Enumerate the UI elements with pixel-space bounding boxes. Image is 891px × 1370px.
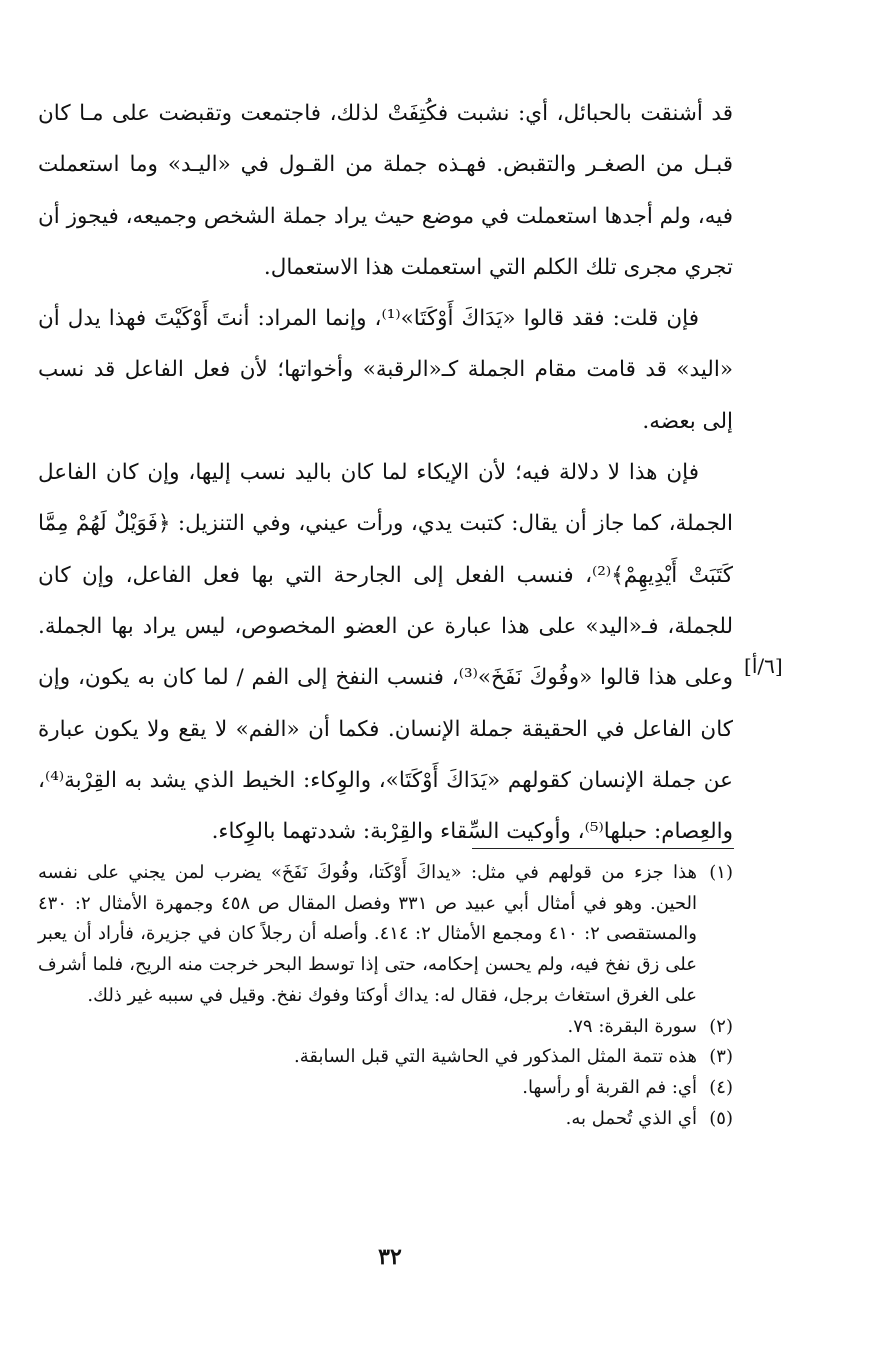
manuscript-folio-marker: [٦/أ] (744, 654, 783, 678)
footnote-text: هذه تتمة المثل المذكور في الحاشية التي قبل السابقة. (294, 1046, 697, 1068)
footnote-number: (٢) (709, 1015, 733, 1037)
footnote-text: أي: فم القربة أو رأسها. (522, 1076, 697, 1098)
footnote-number: (٤) (709, 1076, 733, 1098)
footnote-number: (١) (709, 862, 733, 883)
footnote-text: هذا جزء من قولهم في مثل: «يداكَ أَوْكَتا، وفُوكَ نَفَخَ» يضرب لمن يجني على نفسه الحين. وهو في أمثال أبي عبيد ص ٣٣١ وفصل المقال ص ٤٥٨ وجمهرة الأمثال ٢: ٤٣٠ والمستقصى ٢: ٤١٠ ومجمع الأمثال ٢: ٤١٤. وأصله أن رجلاً كان في جزيرة، فأراد أن يعبر على زق نفخ فيه، ولم يحسن إحكامه، حتى إذا توسط البحر خرجت منه الريح، فلما أشرف على الغرق استغاث برجل، فقال له: يداك أوكتا وفوك نفخ. وقيل في سببه غير ذلك. (38, 862, 698, 1006)
footnote-1 (38, 858, 733, 1012)
footnote-text: أي الذي تُحمل به. (565, 1107, 697, 1129)
footnote-2 (38, 1012, 733, 1043)
paragraph-2: فإن قلت: فقد قالوا «يَدَاكَ أَوْكَتَا»⁽¹⁾، وإنما المراد: أنتَ أَوْكَيْتَ فهذا يدل أن «اليد» قد قامت مقام الجملة كـ«الرقبة» وأخواتها؛ لأن فعل الفاعل قد نسب إلى بعضه. (38, 306, 733, 434)
main-text (38, 88, 733, 857)
paragraph-1: قد أشنقت بالحبائل، أي: نشبت فكُتِفَتْ لذلك، فاجتمعت وتقبضت على مـا كان قبـل من الصغـر والتقبض. فهـذه جملة من القـول في «اليـد» وما استعملت فيه، ولم أجدها استعملت في موضع حيث يراد جملة الشخص وجميعه، فيجوز أن تجري مجرى تلك الكلم التي استعملت هذا الاستعمال. (38, 101, 733, 280)
footnote-5 (38, 1104, 733, 1135)
footnote-4 (38, 1073, 733, 1104)
footnote-text: سورة البقرة: ٧٩. (567, 1015, 697, 1037)
footnote-number: (٣) (709, 1046, 733, 1068)
footnote-divider (472, 848, 734, 849)
footnote-3 (38, 1042, 733, 1073)
paragraph-3: فإن هذا لا دلالة فيه؛ لأن الإيكاء لما كان باليد نسب إليها، وإن كان الفاعل الجملة، كما جاز أن يقال: كتبت يدي، ورأت عيني، وفي التنزيل: ﴿فَوَيْلٌ لَهُمْ مِمَّا كَتَبَتْ أَيْدِيهِمْ﴾⁽²⁾، فنسب الفعل إلى الجارحة التي بها فعل الفاعل، وإن كان للجملة، فـ«اليد» على هذا عبارة عن العضو المخصوص، ليس يراد بها الجملة. وعلى هذا قالوا «وفُوكَ نَفَخَ»⁽³⁾، فنسب النفخ إلى الفم / لما كان به يكون، وإن كان الفاعل في الحقيقة جملة الإنسان. فكما أن «الفم» لا يقع ولا يكون عبارة عن جملة الإنسان كقولهم «يَدَاكَ أَوْكَتَا»، والوِكاء: الخيط الذي يشد به القِرْبة⁽⁴⁾، والعِصام: حبلها⁽⁵⁾، وأوكيت السِّقاء والقِرْبة: شددتهما بالوِكاء. (38, 460, 734, 845)
page-number: ٣٢ (378, 1244, 402, 1270)
footnotes (38, 858, 733, 1134)
footnote-number: (٥) (709, 1107, 733, 1129)
